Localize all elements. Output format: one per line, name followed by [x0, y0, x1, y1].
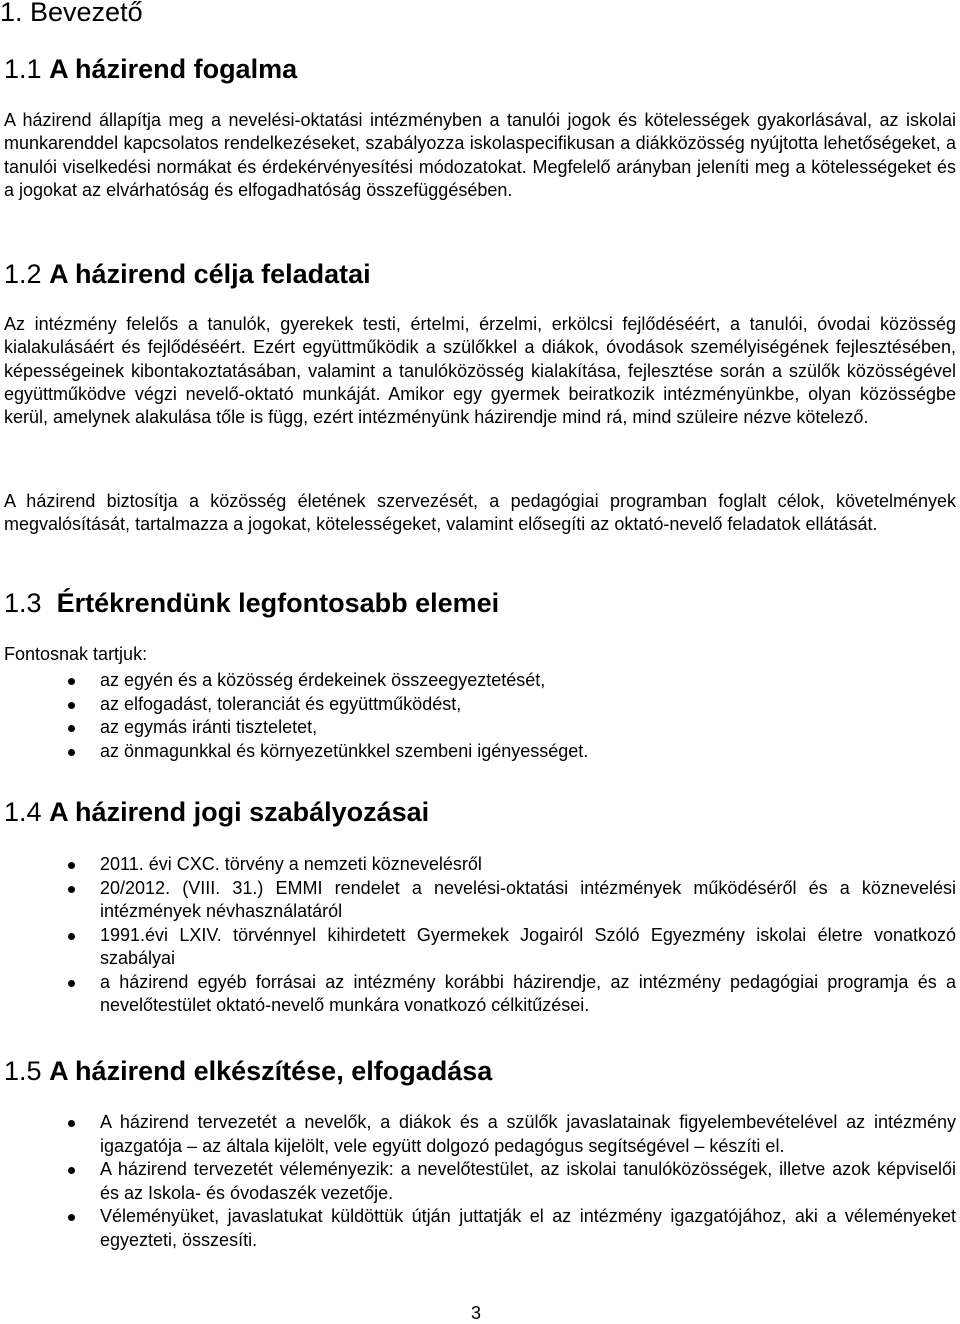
section-number: 1.5: [4, 1056, 42, 1086]
section-heading-1-5: [4, 1054, 492, 1088]
list-item: A házirend tervezetét véleményezik: a nevelőtestület, az iskolai tanulóközösségek, illetve azok képviselői és az Iskola- és óvodaszék vezetője.: [0, 1158, 956, 1205]
section-number: 1.4: [4, 797, 42, 827]
preparation-list: [0, 1111, 956, 1252]
bullet-icon: [68, 933, 75, 940]
bullet-icon: [68, 1120, 75, 1127]
section-heading-1-3: [4, 586, 499, 620]
bullet-icon: [68, 1214, 75, 1221]
bullet-icon: [68, 862, 75, 869]
list-item: az egymás iránti tiszteletet,: [0, 716, 956, 740]
list-item: az önmagunkkal és környezetünkkel szembeni igényességet.: [0, 740, 956, 764]
bullet-icon: [68, 1167, 75, 1174]
list-item: Véleményüket, javaslatukat küldöttük útján juttatják el az intézmény igazgatójához, aki a véleményeket egyezteti, összesíti.: [0, 1205, 956, 1252]
page-number: 3: [471, 1303, 482, 1323]
section-number: 1.3: [4, 588, 42, 618]
section-heading-1-1: [4, 52, 297, 86]
section-title: A házirend jogi szabályozásai: [49, 797, 430, 827]
list-item: az elfogadást, toleranciát és együttműködést,: [0, 693, 956, 717]
chapter-heading: 1. Bevezető: [0, 0, 143, 27]
section-title: Értékrendünk legfontosabb elemei: [56, 588, 500, 618]
section-heading-1-4: [4, 795, 429, 829]
bullet-icon: [68, 678, 75, 685]
values-list: [0, 669, 956, 763]
paragraph-definition: A házirend állapítja meg a nevelési-oktatási intézményben a tanulói jogok és kötelességek gyakorlásával, az iskolai munkarenddel kapcsolatos rendelkezéseket, szabályozza iskolaspecifikusan a diákközösség nyújtotta lehetőségeket, a tanulói viselkedési normákat és érdekérvényesítési módozatokat. Megfelelő arányban jeleníti meg a kötelességeket és a jogokat az elvárhatóság és elfogadhatóság összefüggésében.: [4, 110, 956, 200]
list-item: az egyén és a közösség érdekeinek összeegyeztetését,: [0, 669, 956, 693]
section-title: A házirend célja feladatai: [49, 259, 371, 289]
list-item: 1991.évi LXIV. törvénnyel kihirdetett Gyermekek Jogairól Szóló Egyezmény iskolai életre vonatkozó szabályai: [0, 924, 956, 971]
paragraph-purpose: Az intézmény felelős a tanulók, gyerekek testi, értelmi, érzelmi, erkölcsi fejlődéséért, a tanulói, óvodai közösség kialakulásáért és fejlődéséért. Ezért együttműködik a szülőkkel a diákok, óvodások személyiségének fejlesztésében, képességeinek kibontakoztatásában, valamint a tanulóközösség kialakítása, fejlesztése során a szülők közösségével együttműködve végzi nevelő-oktató munkáját. Amikor egy gyermek beiratkozik intézményünkbe, olyan közösségbe kerül, amelynek alakulása tőle is függ, ezért intézményünk házirendje mind rá, mind szüleire nézve kötelező.: [4, 314, 956, 428]
legal-list: [0, 853, 956, 1018]
section-number: 1.2: [4, 259, 42, 289]
paragraph-purpose-2: A házirend biztosítja a közösség életének szervezését, a pedagógiai programban foglalt célok, követelmények megvalósítását, tartalmazza a jogokat, kötelességeket, valamint elősegíti az oktató-nevelő feladatok ellátását.: [4, 491, 956, 535]
list-item: A házirend tervezetét a nevelők, a diákok és a szülők javaslatainak figyelembevételével az intézmény igazgatója – az általa kijelölt, vele együtt dolgozó pedagógus segítségével – készíti el.: [0, 1111, 956, 1158]
bullet-icon: [68, 886, 75, 893]
section-number: 1.1: [4, 54, 42, 84]
bullet-icon: [68, 725, 75, 732]
list-item: a házirend egyéb forrásai az intézmény korábbi házirendje, az intézmény pedagógiai programja és a nevelőtestület oktató-nevelő munkára vonatkozó célkitűzései.: [0, 971, 956, 1018]
bullet-icon: [68, 702, 75, 709]
values-intro: Fontosnak tartjuk:: [4, 644, 148, 664]
bullet-icon: [68, 980, 75, 987]
section-title: A házirend elkészítése, elfogadása: [49, 1056, 493, 1086]
bullet-icon: [68, 749, 75, 756]
section-title: A házirend fogalma: [49, 54, 298, 84]
list-item: 2011. évi CXC. törvény a nemzeti köznevelésről: [0, 853, 956, 877]
list-item: 20/2012. (VIII. 31.) EMMI rendelet a nevelési-oktatási intézmények működéséről és a köznevelési intézmények névhasználatáról: [0, 877, 956, 924]
section-heading-1-2: [4, 257, 371, 291]
